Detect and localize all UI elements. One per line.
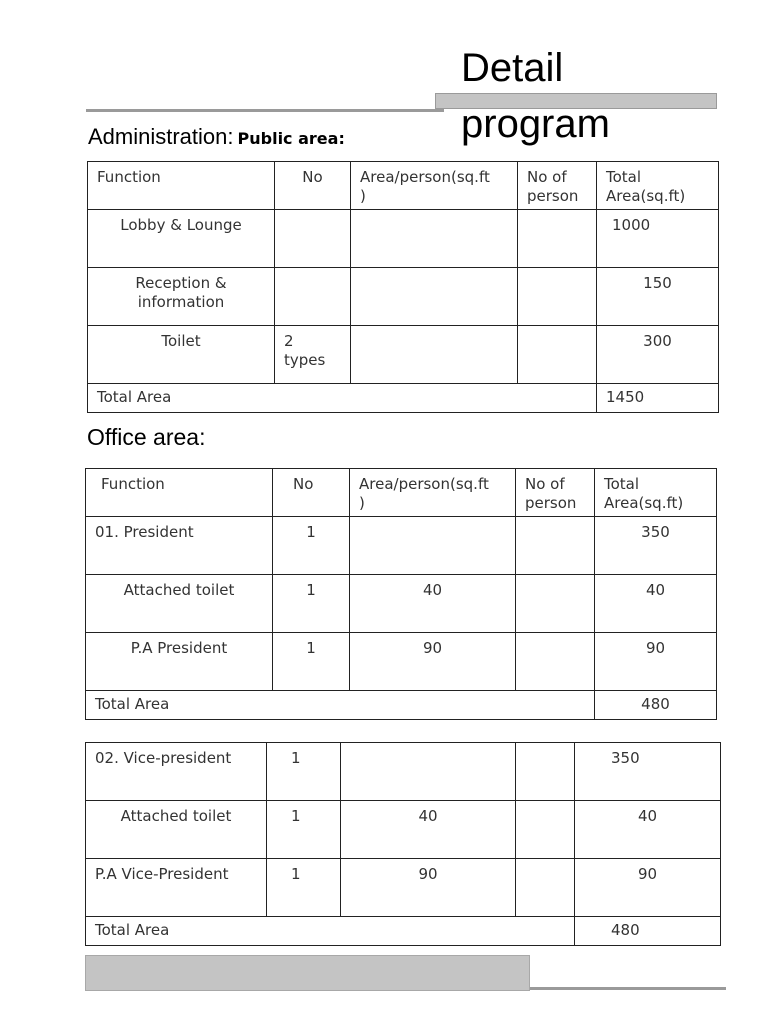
column-header-area-person: Area/person(sq.ft )	[351, 162, 518, 210]
table-header-row	[86, 469, 717, 517]
page-title: Detail program	[461, 46, 610, 146]
total-value: 480	[575, 917, 721, 946]
total-label: Total Area	[86, 917, 575, 946]
total-value: 480	[595, 691, 717, 720]
no-cell	[275, 210, 351, 268]
office-area-table	[85, 468, 717, 720]
function-cell: 02. Vice-president	[86, 743, 267, 801]
total-cell: 300	[597, 326, 719, 384]
administration-label: Administration:	[88, 124, 234, 149]
area-person-cell	[351, 210, 518, 268]
no-cell: 1	[267, 801, 341, 859]
area-person-cell: 90	[350, 633, 516, 691]
persons-cell	[518, 268, 597, 326]
no-cell	[275, 268, 351, 326]
area-person-cell	[351, 268, 518, 326]
header-rule	[86, 109, 444, 112]
no-cell: 1	[273, 575, 350, 633]
persons-cell	[516, 517, 595, 575]
footer-rule	[530, 987, 726, 990]
column-header-total-area: Total Area(sq.ft)	[597, 162, 719, 210]
area-person-cell: 40	[350, 575, 516, 633]
persons-cell	[516, 575, 595, 633]
total-cell: 90	[595, 633, 717, 691]
vice-president-table	[85, 742, 721, 946]
column-header-total-area: Total Area(sq.ft)	[595, 469, 717, 517]
total-label: Total Area	[88, 384, 597, 413]
column-header-area-person: Area/person(sq.ft )	[350, 469, 516, 517]
function-cell: P.A President	[86, 633, 273, 691]
footer-bar	[85, 955, 530, 991]
total-cell: 40	[575, 801, 721, 859]
no-cell: 2 types	[275, 326, 351, 384]
total-row	[86, 691, 717, 720]
function-cell: P.A Vice-President	[86, 859, 267, 917]
total-row	[86, 917, 721, 946]
function-cell: 01. President	[86, 517, 273, 575]
office-area-label: Office area:	[87, 424, 206, 450]
table-row	[88, 268, 719, 326]
public-area-label: Public area:	[237, 129, 345, 148]
table-row	[86, 743, 721, 801]
total-cell: 350	[575, 743, 721, 801]
persons-cell	[516, 859, 575, 917]
total-cell: 350	[595, 517, 717, 575]
column-header-function: Function	[88, 162, 275, 210]
area-person-cell	[351, 326, 518, 384]
persons-cell	[518, 326, 597, 384]
function-cell: Toilet	[88, 326, 275, 384]
column-header-function: Function	[86, 469, 273, 517]
function-cell: Attached toilet	[86, 575, 273, 633]
total-cell: 150	[597, 268, 719, 326]
total-row	[88, 384, 719, 413]
no-cell: 1	[267, 743, 341, 801]
table-header-row	[88, 162, 719, 210]
persons-cell	[516, 801, 575, 859]
table-row	[88, 210, 719, 268]
total-cell: 1000	[597, 210, 719, 268]
public-area-table	[87, 161, 719, 413]
area-person-cell: 90	[341, 859, 516, 917]
column-header-no-of-person: No of person	[516, 469, 595, 517]
no-cell: 1	[273, 517, 350, 575]
total-cell: 40	[595, 575, 717, 633]
no-cell: 1	[273, 633, 350, 691]
no-cell: 1	[267, 859, 341, 917]
total-value: 1450	[597, 384, 719, 413]
table-row	[86, 575, 717, 633]
total-cell: 90	[575, 859, 721, 917]
column-header-no: No	[275, 162, 351, 210]
table-row	[86, 633, 717, 691]
column-header-no: No	[273, 469, 350, 517]
area-person-cell: 40	[341, 801, 516, 859]
area-person-cell	[341, 743, 516, 801]
table-row	[86, 801, 721, 859]
function-cell: Reception & information	[88, 268, 275, 326]
persons-cell	[518, 210, 597, 268]
persons-cell	[516, 633, 595, 691]
table-row	[86, 517, 717, 575]
persons-cell	[516, 743, 575, 801]
column-header-no-of-person: No of person	[518, 162, 597, 210]
section-heading-public	[88, 124, 345, 154]
area-person-cell	[350, 517, 516, 575]
table-row	[86, 859, 721, 917]
total-label: Total Area	[86, 691, 595, 720]
function-cell: Attached toilet	[86, 801, 267, 859]
table-row	[88, 326, 719, 384]
function-cell: Lobby & Lounge	[88, 210, 275, 268]
